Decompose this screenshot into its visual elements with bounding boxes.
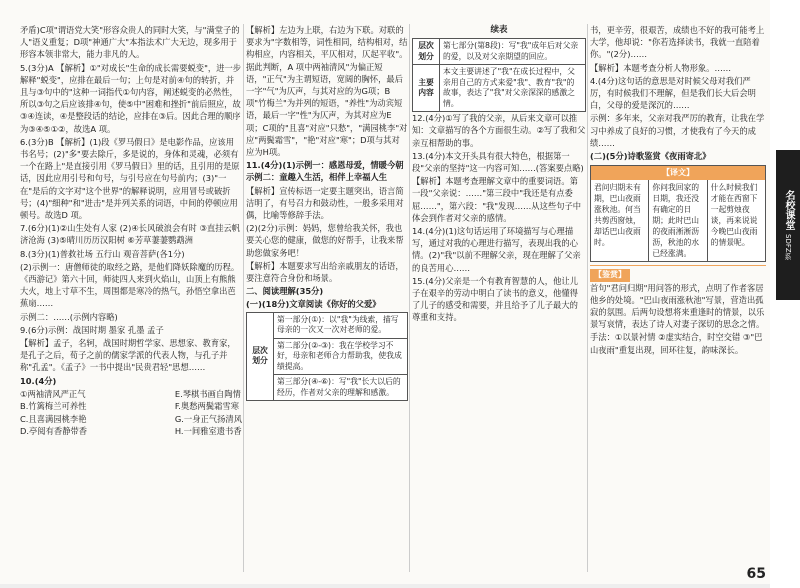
option-item: B.竹篱梅兰可养性: [20, 401, 87, 412]
option-item: G.一身正气扬清风: [174, 413, 242, 424]
page-number: 65: [746, 566, 766, 582]
paragraph: 7.(6分)(1)②山生处有人家 (2)④长风破浪会有时 ③直挂云帆济沧海 (3)⑤晴川历历汉阳树 ⑥芳草萋萋鹦鹉洲: [20, 223, 241, 246]
poem-heading: 【译文】: [591, 166, 765, 180]
bottom-stripe: [0, 584, 770, 588]
right-sidebar: [770, 0, 800, 588]
paragraph: 【解析】本题要求写出给亲戚朋友的话语，要注意符合身份和场景。: [246, 260, 404, 284]
paragraph: 【解析】本题考查理解文章中的重要词语。第一段"父亲说：……"第三段中"我还是有点委屈……"，第六段："我"发现……从这些句子中体会到作者对父亲的感情。: [412, 176, 582, 223]
row-label: 主要内容: [413, 65, 440, 112]
paragraph: 15.(4分)父亲是一个有教育智慧的人，他让儿子在艰辛的劳动中明白了读书的意义，他懂得了儿子的感受和需要，并且给予了儿子最大的尊重和支持。: [412, 275, 578, 323]
table-continued-title: 续表: [490, 25, 508, 35]
column-divider: [587, 24, 588, 572]
options-left: [20, 388, 87, 438]
table-row: [413, 39, 586, 65]
side-tab: [776, 150, 800, 300]
paragraph: 示例二：……(示例内容略): [20, 311, 118, 322]
option-item: F.奥愁两鬓霜雪寒: [174, 401, 239, 412]
row-label: 层次划分: [247, 312, 274, 401]
appreciation-technique: 手法：①以景衬情 ②虚实结合，时空交错 ③"巴山夜雨"重复出现，回环往复，韵味深长。: [590, 332, 763, 355]
poem-cell: 什么时候我们才能在西窗下一起剪烛夜谈，再来说说今晚巴山夜雨的情景呢。: [710, 183, 758, 248]
table-cell: 本文主要讲述了"我"在成长过程中，父亲用自己的方式来爱"我"、教育"我"的故事，表达了"我"对父亲深深的感激之情。: [440, 65, 586, 112]
side-tab-title: 名校课堂: [783, 190, 794, 231]
column-divider: [243, 24, 244, 572]
option-item: C.且喜满园桃李艳: [20, 413, 87, 424]
section-heading: (二)(5分)诗歌鉴赏《夜雨寄北》: [590, 151, 711, 162]
paragraph: 矛盾)C项"谓语党大笑"形容众贵人的同时大笑，与"满堂子的人"语义重复；D项"神通广大"本指法术广大无边，现多用于形容本领非常大，能力非凡的人。: [20, 25, 240, 60]
paragraph: 书，更辛劳，很艰苦，成绩也不好的我可能考上大学，他却说："你若选择读书，我就一直陪着你。"(2分)……: [590, 25, 765, 60]
appreciation-box: [590, 265, 766, 355]
paragraph: 4.(4分)这句话的意思是对时候父母对我们严厉，有时候我们不理解，但是我们长大后会明白，父母的爱是深沉的……: [590, 75, 756, 111]
paragraph: 14.(4分)(1)这句话运用了环境描写与心理描写，通过对我的心理进行描写，表现出我的心情。(2)"我"以前不理解父亲，现在理解了父亲的良苦用心……: [412, 226, 581, 273]
question-number: 10.(4分): [20, 375, 57, 386]
option-item: D.亭阅有香静带香: [20, 426, 88, 437]
column-divider: [409, 24, 410, 572]
paragraph: 9.(6分)示例：战国时期 墨家 孔墨 孟子: [20, 324, 164, 335]
paragraph: 【解析】左边为上联，右边为下联。对联的要求为"字数相等，词性相同，结构相对，结构相应，内容相关，平仄相对，仄起平收"。据此判断，A 项中两袖清风"为偏正短语，"正气"为主谓短语，宽阔的胸怀，最后一字"气"为仄声，与其对应的为G项；B项"竹梅兰"为并列的短语，"养性"为动宾短语，最后一字"性"为仄声，为其对应为E项；C项的"且喜"对应"只愁"，"满园桃李"对应"两鬓霜雪"，"艳"对应"寒"；D项与其对应为H项。: [246, 25, 408, 158]
row-label: 层次划分: [413, 39, 440, 65]
paragraph: 6.(3分)B 【解析】(1)段《罗马假日》是电影作品，应该用书名号；(2)"多"要去除斤，多是说的，身体和灵魂，必须有一个在路上"是直接引用《罗马假日》里的话，且引用的是原话，因此应用引号和句号，与引号应在句号前内；(3)"一在"是后的文字对"这个世界"的解释说明，应用冒号或破折号；(4)"细种"和"进击"是并列关系的词语，中间的停顿应用顿号。故选D 项。: [20, 136, 240, 221]
paragraph: 【解析】本题考查分析人物形象。……: [590, 62, 732, 73]
column-1: [20, 24, 242, 572]
table-row: [413, 65, 586, 112]
paragraph: 12.(4分)①写了我的父亲，从后来文章可以推知：文章描写的各个方面很生动。②写了我和父亲互相帮助的事。: [412, 113, 586, 148]
paragraph: 13.(4分)本文开头具有很大特色，根据第一段"父亲的坚持"这一内容可知……(答案要点略): [412, 150, 584, 174]
option-item: ①两袖清风严正气: [20, 388, 86, 399]
appreciation-heading: 【鉴赏】: [590, 269, 630, 281]
appreciation-text: 首句"君问归期"用问答的形式，点明了作者客居他乡的处境。"巴山夜雨涨秋池"写景，营造出孤寂的氛围。后两句设想将来重逢时的情景，以乐景写哀情，表达了诗人对妻子深切的思念之情。: [590, 282, 765, 330]
structure-table-continued: [412, 38, 586, 112]
paragraph: 【解析】孟子，名轲，战国时期哲学家、思想家、教育家，是孔子之后，荀子之前的儒家学派的代表人物，与孔子并称"孔孟"。《孟子》一书中提出"民贵君轻"思想……: [20, 338, 236, 373]
poem-row: [591, 180, 765, 261]
paragraph: 5.(3分)A 【解析】①"对成长"生命的成长需要蜕变"，进一步解释"蜕变"，应排在最后一句；上句是对前④句的转折，并且与③句中的"这种一词指代①句内容，阐述蜕变的必然性，所以③句之后应该排④句，使⑤中"困难和挫折"前后照应，故③④连读，④是整段话的结论，应排在③后。因此合理的顺序为③④⑤①②，故选A 项。: [20, 62, 242, 134]
table-cell: 第一部分(①)：以"我"为线索，描写母亲的一次又一次对老师的爱。: [274, 312, 408, 338]
paragraph: 11.(4分)(1)示例一：感恩母爱，情暖今朝 示例二：童趣入生活，相伴上幸福人生: [246, 160, 404, 183]
subsection-heading: (一)(18分)文章阅读《你好的父爱》: [246, 299, 381, 310]
couplet-options: [20, 388, 242, 438]
table-cell: 第三部分(④-⑥)：写"我"长大以后的经历，作者对父亲的理解和感激。: [274, 375, 408, 401]
poem-cell: 你问我回家的日期，我还没有确定的日期；此时巴山的夜雨淅淅沥沥，秋池的水已经涨满。: [649, 180, 707, 261]
options-right: [175, 388, 242, 438]
paragraph: 【解析】宣传标语一定要主题突出，语言简洁明了，有号召力和鼓动性，一般多采用对偶，比喻等修辞手法。: [246, 185, 404, 221]
table-cell: 第二部分(②-③)：我在学校学习不好，母亲和老师合力帮助我，使我成绩提高。: [274, 338, 408, 375]
paragraph: 8.(3分)(1)普救社场 五行山 观音菩萨(各1分): [20, 248, 185, 259]
option-item: E.琴棋书画自陶情: [174, 388, 241, 399]
paragraph: 示例：多年来，父亲对我严厉的教育，让我在学习中养成了良好的习惯，才使我有了今天的成绩……: [590, 113, 765, 148]
poem-cell: 君问归期未有期，巴山夜雨涨秋池。何当共剪西窗烛，却话巴山夜雨时。: [591, 180, 649, 261]
poem-box: [590, 165, 766, 262]
column-4: [590, 24, 766, 572]
option-item: H.一间雅室遗书香: [174, 426, 242, 437]
paragraph: (2)示例一：唐僧师徒的取经之路，是他们降妖除魔的历程。《西游记》第六十回，师徒四人来到火焰山，山顶上有熊熊大火，地上寸草不生，周围都是寒冷的热气，孙悟空拿出芭蕉扇……: [20, 261, 240, 309]
side-tab-subtitle: SDFZ系: [784, 234, 792, 260]
table-row: [247, 312, 408, 338]
structure-table: [246, 312, 408, 402]
table-cell: 第七部分(第8段)：写"我"成年后对父亲的爱，以及对父亲期望的回应。: [440, 39, 586, 65]
paragraph: (2)(2分)示例：妈妈，您曾给我关怀，我也要关心您的健康，做您的好帮手，让我来帮助您做家务吧！: [246, 223, 404, 258]
section-heading: 二、阅读理解(35分): [246, 286, 324, 297]
column-3: [412, 24, 586, 572]
column-2: [246, 24, 408, 572]
